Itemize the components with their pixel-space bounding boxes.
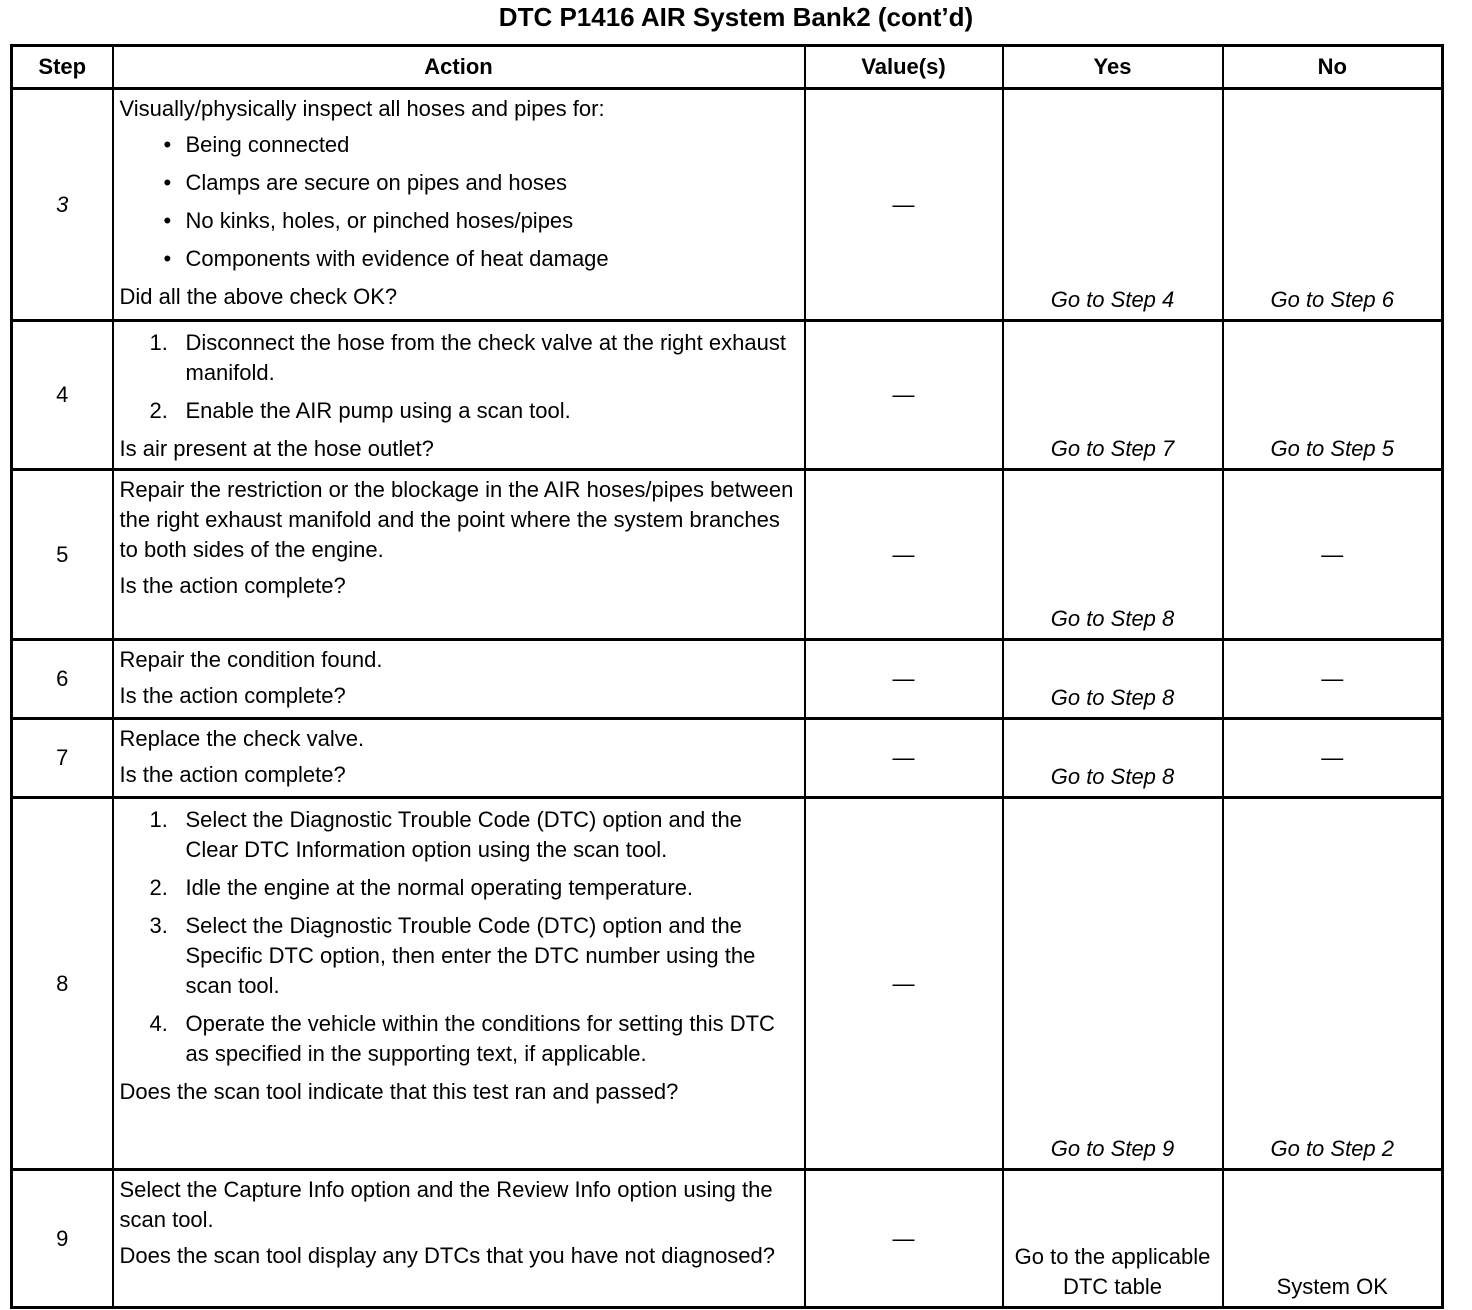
action-numbered-item xyxy=(120,328,798,388)
table-row xyxy=(12,1170,1443,1308)
step-number: 8 xyxy=(12,798,113,1170)
yes-result: Go to Step 9 xyxy=(1003,798,1223,1170)
table-header-row xyxy=(12,46,1443,89)
value-cell: — xyxy=(805,470,1003,640)
action-numbered-item xyxy=(120,805,798,865)
item-text: Idle the engine at the normal operating temperature. xyxy=(185,875,694,900)
value-cell: — xyxy=(805,798,1003,1170)
action-question: Is the action complete? xyxy=(119,573,346,598)
yes-result: Go to Step 8 xyxy=(1003,719,1223,798)
diagnostic-table xyxy=(10,44,1444,1309)
page-title: DTC P1416 AIR System Bank2 (cont’d) xyxy=(498,2,974,32)
value-cell: — xyxy=(805,640,1003,719)
action-cell xyxy=(113,321,805,470)
table-row xyxy=(12,640,1443,719)
item-text: Disconnect the hose from the check valve at the right exhaust manifold. xyxy=(185,330,786,385)
header-values: Value(s) xyxy=(805,46,1003,89)
header-yes: Yes xyxy=(1003,46,1223,89)
item-number: 3. xyxy=(149,913,168,938)
no-result: System OK xyxy=(1223,1170,1443,1308)
step-number: 3 xyxy=(12,89,113,321)
action-question: Is air present at the hose outlet? xyxy=(119,436,434,461)
item-number: 1. xyxy=(149,330,168,355)
no-result: Go to Step 2 xyxy=(1223,798,1443,1170)
yes-result: Go to Step 4 xyxy=(1003,89,1223,321)
action-intro: Visually/physically inspect all hoses and pipes for: xyxy=(119,96,605,121)
step-number: 7 xyxy=(12,719,113,798)
step-number: 4 xyxy=(12,321,113,470)
item-number: 4. xyxy=(149,1011,168,1036)
table-row xyxy=(12,719,1443,798)
item-number: 1. xyxy=(149,807,168,832)
action-cell xyxy=(113,1170,805,1308)
item-text: Operate the vehicle within the conditions for setting this DTC as specified in the supporting text, if applicable. xyxy=(185,1011,775,1066)
action-question: Did all the above check OK? xyxy=(119,284,398,309)
no-result: Go to Step 5 xyxy=(1223,321,1443,470)
item-text: Select the Diagnostic Trouble Code (DTC) option and the Clear DTC Information option using the scan tool. xyxy=(185,807,742,862)
action-numbered-item xyxy=(120,873,798,903)
no-result: — xyxy=(1223,719,1443,798)
item-text: Select the Diagnostic Trouble Code (DTC) option and the Specific DTC option, then enter the DTC number using the scan tool. xyxy=(185,913,756,998)
table-row xyxy=(12,321,1443,470)
action-text: Replace the check valve. xyxy=(119,726,365,751)
action-numbered-item xyxy=(120,1009,798,1069)
value-cell: — xyxy=(805,1170,1003,1308)
header-no: No xyxy=(1223,46,1443,89)
no-result: — xyxy=(1223,640,1443,719)
step-number: 6 xyxy=(12,640,113,719)
item-number: 2. xyxy=(149,398,168,423)
action-text: Repair the restriction or the blockage in the AIR hoses/pipes between the right exhaust manifold and the point where the system branches to both sides of the engine. xyxy=(119,477,794,562)
action-question: Does the scan tool display any DTCs that you have not diagnosed? xyxy=(119,1243,776,1268)
action-cell xyxy=(113,470,805,640)
item-number: 2. xyxy=(149,875,168,900)
yes-result: Go to Step 7 xyxy=(1003,321,1223,470)
action-numbered-item xyxy=(120,911,798,1001)
table-row xyxy=(12,798,1443,1170)
yes-result: Go to Step 8 xyxy=(1003,470,1223,640)
action-bullet: • Clamps are secure on pipes and hoses xyxy=(120,168,798,198)
no-result: Go to Step 6 xyxy=(1223,89,1443,321)
action-cell xyxy=(113,719,805,798)
item-text: Enable the AIR pump using a scan tool. xyxy=(185,398,571,423)
action-cell xyxy=(113,798,805,1170)
table-row xyxy=(12,89,1443,321)
value-cell: — xyxy=(805,719,1003,798)
value-cell: — xyxy=(805,89,1003,321)
action-text: Repair the condition found. xyxy=(119,647,383,672)
action-question: Does the scan tool indicate that this test ran and passed? xyxy=(119,1079,679,1104)
action-bullet: • No kinks, holes, or pinched hoses/pipes xyxy=(120,206,798,236)
action-bullet: • Being connected xyxy=(120,130,798,160)
action-cell xyxy=(113,640,805,719)
header-step: Step xyxy=(12,46,113,89)
action-bullet: • Components with evidence of heat damage xyxy=(120,244,798,274)
action-question: Is the action complete? xyxy=(119,762,346,787)
yes-result: Go to the applicable DTC table xyxy=(1003,1170,1223,1308)
action-numbered-item xyxy=(120,396,798,426)
step-number: 5 xyxy=(12,470,113,640)
step-number: 9 xyxy=(12,1170,113,1308)
action-cell xyxy=(113,89,805,321)
value-cell: — xyxy=(805,321,1003,470)
yes-result: Go to Step 8 xyxy=(1003,640,1223,719)
table-row xyxy=(12,470,1443,640)
no-result: — xyxy=(1223,470,1443,640)
action-text: Select the Capture Info option and the Review Info option using the scan tool. xyxy=(119,1177,773,1232)
header-action: Action xyxy=(113,46,805,89)
action-question: Is the action complete? xyxy=(119,683,346,708)
